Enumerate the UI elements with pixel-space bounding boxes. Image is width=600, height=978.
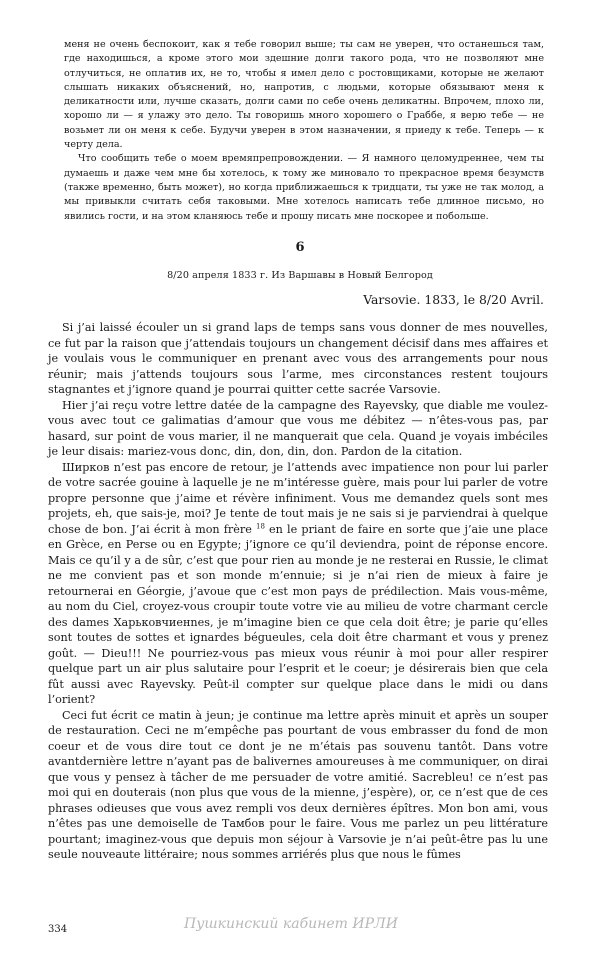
paragraph: Hier j’ai reçu votre lettre datée de la campagne des Rayevsky, que diable me voulez-vous avec tout ce galimatias d’amour que vous me débitez — n’êtes-vous pas, par hasard, sur point de vous marier, il ne manquerait que cela. Quand je voyais imbéciles je leur disais: mariez-vous donc, din, don, din, don. Pardon de la citation. — [48, 398, 548, 458]
paragraph: Si j’ai laissé écouler un si grand laps de temps sans vous donner de mes nouvelles, ce fut par la raison que j’attendais toujours un changement décisif dans mes affaires et je voulais vous le communiquer en prenant avec vous des arrangements pour nous réunir; mais j’attends toujours sous l’arme, mes circonstances restent toujours stagnantes et j’ignore quand je pourrai quitter cette sacrée Varsovie. — [48, 321, 548, 396]
paragraph-text: Ширков n’est pas encore de retour, je l’attends avec impatience non pour lui parler de votre sacrée gouine à laquelle je ne m’intéresse guère, mais pour lui parler de votre propre personne que j’aime et révère infiniment. Vous me demandez quels sont mes projets, eh, que sais-je, moi? Je tente de tout mais je ne sais si je parviendrai à quelque chose de bon. J’ai écrit à mon frère — [48, 460, 548, 536]
previous-letter-ending — [64, 38, 544, 224]
paragraph: меня не очень беспокоит, как я тебе говорил выше; ты сам не уверен, что останешься там, где находишься, а кроме этого мои здешние долги такого рода, что не позволяют мне отлучиться, не оплатив их, не то, чтобы я имел дело с ростовщиками, которые не желают слышать никаких объяснений, но, напротив, с людьми, которые обязывают меня к деликатности или, лучше сказать, долги сами по себе очень деликатны. Впрочем, плохо ли, хорошо ли — я улажу это дело. Ты говоришь много хорошего о Граббе, я верю тебе — не возьмет ли он меня к себе. Будучи уверен в этом назначении, я приеду к тебе. Теперь — к черту дела. — [64, 39, 544, 151]
letter-dateline: Varsovie. 1833, le 8/20 Avril. — [363, 292, 544, 307]
letter-number: 6 — [295, 240, 305, 255]
footnote-marker[interactable]: 18 — [256, 521, 265, 530]
paragraph: Что сообщить тебе о моем времяпрепровождении. — Я намного целомудреннее, чем ты думаешь и даже чем мне бы хотелось, к тому же миновало то прекрасное время безумств (также временно, быть может), но когда приближаешься к тридцати, ты уже не так молод, а мы привыкли считать себя таковыми. Мне хотелось написать тебе длинное письмо, но явились гости, и на этом кланяюсь тебе и прошу писать мне поскорее и побольше. — [64, 153, 544, 222]
page-number: 334 — [48, 924, 68, 935]
letter-body — [48, 320, 548, 863]
letter-heading: 8/20 апреля 1833 г. Из Варшавы в Новый Белгород — [167, 270, 433, 281]
paragraph-text: en le priant de faire en sorte que j’aie une place en Grèce, en Perse ou en Egypte; j’ignore ce qu’il deviendra, point de réponse encore. Mais ce qu’il y a de sûr, c’est que pour rien au monde je ne resterai en Russie, le climat ne me convient pas et son monde m’ennuie; si je n’ai rien de mieux à faire je retournerai en Géorgie, j’avoue que c’est mon pays de prédilection. Mais vous-même, au nom du Ciel, croyez-vous croupir toute votre vie au milieu de votre charmant cercle des dames Харьковчиенnes, je m’imagine bien ce que cela doit être; je parie qu’elles sont toutes de sottes et ignardes bégueules, cela doit être charmant et vous y prenez goût. — Dieu!!! Ne pourriez-vous pas mieux vous réunir à moi pour aller respirer quelque part un air plus salutaire pour l’esprit et le coeur; je désirerais bien que cela fût aussi avec Rayevsky. Peût-il compter sur quelque place dans le midi ou dans l’orient? — [48, 522, 549, 706]
watermark: Пушкинский кабинет ИРЛИ — [184, 916, 398, 932]
paragraph: Ceci fut écrit ce matin à jeun; je continue ma lettre après minuit et après un souper de restauration. Ceci ne m’empêche pas pourtant de vous embrasser du fond de mon coeur et de vous dire tout ce dont je ne m’étais pas souvenu tantôt. Dans votre avantdernière lettre n’ayant pas de balivernes amoureuses à me communiquer, on dirai que vous y pensez à tâcher de me persuader de votre amitié. Sacrebleu! ce n’est pas moi qui en douterais (non plus que vous de la mienne, j’espère), or, ce n’est que de ces phrases odieuses que vous avez rempli vos deux dernières épîtres. Mon bon ami, vous n’êtes pas une demoiselle de Тамбов pour le faire. Vous me parlez un peu littérature pourtant; imaginez-vous que depuis mon séjour à Varsovie je n’ai peût-être pas lu une seule nouveaute littéraire; nous sommes arriérés plus que nous le fûmes — [48, 708, 548, 861]
paragraph — [48, 460, 548, 708]
